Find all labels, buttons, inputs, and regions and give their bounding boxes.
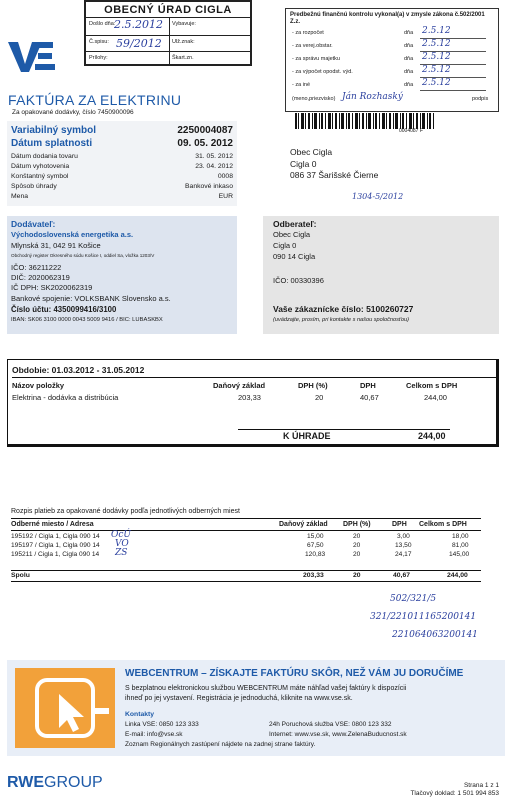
vse-logo bbox=[8, 38, 60, 74]
total: 145,00 bbox=[449, 551, 470, 558]
supplier-ico: IČO: 36211222 bbox=[11, 263, 62, 272]
base: 67,50 bbox=[307, 542, 324, 549]
supplier-register: Obchodný register Okresného súdu Košice I, oddiel Sa, vložka 1203/V bbox=[11, 253, 155, 258]
control-date-label: dňa bbox=[404, 30, 414, 36]
divider bbox=[11, 570, 481, 571]
supplier-bank: Bankové spojenie: VOLKSBANK Slovensko a.s. bbox=[11, 294, 171, 303]
webcentrum-illustration bbox=[15, 668, 115, 748]
hand-line: 321/221011165200141 bbox=[370, 612, 477, 622]
summary-value: 23. 04. 2012 bbox=[195, 163, 233, 170]
total-sum: 244,00 bbox=[447, 572, 468, 579]
control-date-label: dňa bbox=[404, 69, 414, 75]
customer-note: (uvádzajte, prosím, pri kontakte s našou spoločnosťou) bbox=[273, 317, 409, 323]
control-date-label: dňa bbox=[404, 82, 414, 88]
control-signature: Ján Rozhaský bbox=[342, 92, 403, 102]
summary-key: Dátum vyhotovenia bbox=[11, 163, 70, 170]
group-logo-text: GROUP bbox=[44, 774, 103, 791]
barcode bbox=[295, 113, 443, 137]
place: 195197 / Cigla 1, Cigla 090 14 bbox=[11, 542, 100, 549]
to-pay-label: K ÚHRADE bbox=[283, 431, 331, 441]
financial-control-stamp bbox=[285, 8, 499, 112]
pct: 20 bbox=[353, 533, 361, 540]
due-date-label: Dátum splatnosti bbox=[11, 138, 93, 149]
period-label: Obdobie: 01.03.2012 - 31.05.2012 bbox=[12, 365, 145, 375]
office-stamp bbox=[84, 0, 252, 66]
webcentrum-banner bbox=[7, 660, 505, 756]
control-row bbox=[292, 39, 492, 52]
supplier-iban: IBAN: SK06 3100 0000 0043 5009 9416 / BIC: LUBASKBX bbox=[11, 317, 163, 323]
dph: 3,00 bbox=[397, 533, 410, 540]
control-label: (meno,priezvisko) bbox=[292, 96, 336, 102]
summary-value: 0008 bbox=[217, 173, 233, 180]
col-header: Daňový základ bbox=[279, 521, 328, 528]
breakdown-title: Rozpis platieb za opakované dodávky podľa jednotlivých odberných miest bbox=[11, 508, 240, 515]
stamp-vybavuje-label: Vybavuje: bbox=[172, 21, 196, 27]
dph: 13,50 bbox=[395, 542, 412, 549]
contact-email: E-mail: info@vse.sk bbox=[125, 731, 183, 738]
contacts-title: Kontakty bbox=[125, 711, 155, 718]
stamp-prilohy-label: Prílohy: bbox=[89, 55, 108, 61]
place: 195192 / Cigla 1, Cigla 090 14 bbox=[11, 533, 100, 540]
control-row bbox=[292, 92, 492, 105]
summary-key: Dátum dodania tovaru bbox=[11, 153, 78, 160]
stamp-divider bbox=[86, 51, 250, 52]
stamp-cislo-label: Č.spisu: bbox=[89, 39, 109, 45]
stamp-ulozenie-label: Ulž.znak: bbox=[172, 39, 195, 45]
divider bbox=[11, 530, 481, 531]
divider bbox=[11, 581, 481, 582]
contact-regional: Zoznam Regionálnych zastúpení nájdete na zadnej strane faktúry. bbox=[125, 741, 316, 748]
cursor-icon bbox=[15, 668, 115, 748]
col-header: DPH bbox=[360, 381, 376, 390]
control-hand-date: 2.5.12 bbox=[422, 52, 451, 62]
customer-ico: IČO: 00330396 bbox=[273, 276, 324, 285]
registry-handwritten-note: 1304-5/2012 bbox=[352, 192, 404, 201]
summary-key: Mena bbox=[11, 193, 29, 200]
item-total: 244,00 bbox=[424, 393, 447, 402]
summary-key: Spôsob úhrady bbox=[11, 183, 57, 190]
control-podpis-label: podpis bbox=[472, 96, 489, 102]
webcentrum-text: ihneď po jej vystavení. Registrácia je jednoduchá, kliknite na www.vse.sk. bbox=[125, 695, 353, 702]
contact-fault-line: 24h Poruchová služba VSE: 0800 123 332 bbox=[269, 721, 392, 728]
webcentrum-title: WEBCENTRUM – ZÍSKAJTE FAKTÚRU SKÔR, NEŽ VÁM JU DORUČÍME bbox=[125, 668, 464, 679]
stamp-divider bbox=[169, 18, 170, 66]
supplier-icdph: IČ DPH: SK2020062319 bbox=[11, 283, 93, 292]
underline bbox=[420, 90, 486, 91]
stamp-dosla-value: 2.5.2012 bbox=[114, 18, 163, 31]
place-hand-note: VO bbox=[115, 539, 129, 549]
print-document-number: Tlačový doklad: 1 501 994 853 bbox=[410, 790, 499, 797]
control-row bbox=[292, 26, 492, 39]
item-base: 203,33 bbox=[238, 393, 261, 402]
invoice-summary bbox=[7, 121, 237, 206]
address-line: Obec Cigla bbox=[290, 147, 333, 157]
customer-name: Obec Cigla bbox=[273, 230, 311, 239]
due-date-value: 09. 05. 2012 bbox=[177, 138, 233, 149]
total: 18,00 bbox=[452, 533, 469, 540]
control-row bbox=[292, 65, 492, 78]
place-hand-note: OcÚ bbox=[111, 530, 132, 540]
stamp-skart-label: Škart.zn. bbox=[172, 55, 194, 61]
item-pct: 20 bbox=[315, 393, 324, 402]
customer-city: 090 14 Cigla bbox=[273, 252, 316, 261]
control-label: - za iné bbox=[292, 82, 311, 88]
customer-title: Odberateľ: bbox=[273, 219, 317, 229]
place: 195211 / Cigla 1, Cigla 090 14 bbox=[11, 551, 100, 558]
summary-value: EUR bbox=[218, 193, 233, 200]
rwe-group-logo bbox=[7, 774, 103, 792]
stamp-dosla-label: Došlo dňa: bbox=[89, 21, 116, 27]
invoice-subtitle: Za opakované dodávky, číslo 7450900096 bbox=[12, 109, 134, 116]
col-header: Celkom s DPH bbox=[419, 521, 467, 528]
control-hand-date: 2.5.12 bbox=[422, 78, 451, 88]
control-date-label: dňa bbox=[404, 56, 414, 62]
control-hand-date: 2.5.12 bbox=[422, 39, 451, 49]
col-header: Odberné miesto / Adresa bbox=[11, 521, 94, 528]
summary-key: Konštantný symbol bbox=[11, 173, 69, 180]
control-hand-date: 2.5.12 bbox=[422, 26, 451, 36]
total: 81,00 bbox=[452, 542, 469, 549]
control-hand-date: 2.5.12 bbox=[422, 65, 451, 75]
recipient-address bbox=[290, 147, 378, 182]
control-header: Predbežnú finančnú kontrolu vykonal(a) v zmysle zákona č.502/2001 Z.z. bbox=[290, 12, 485, 25]
variable-symbol-label: Variabilný symbol bbox=[11, 125, 97, 136]
total-base: 203,33 bbox=[303, 572, 324, 579]
supplier-title: Dodávateľ: bbox=[11, 219, 56, 229]
customer-street: Cigla 0 bbox=[273, 241, 297, 250]
address-line: Cigla 0 bbox=[290, 158, 317, 169]
base: 120,83 bbox=[305, 551, 326, 558]
customer-panel bbox=[263, 216, 499, 334]
contact-phone: Linka VSE: 0850 123 333 bbox=[125, 721, 199, 728]
col-header: Názov položky bbox=[12, 381, 65, 390]
item-name: Elektrina - dodávka a distribúcia bbox=[12, 393, 119, 402]
total-dph: 40,67 bbox=[393, 572, 411, 579]
address-line: 086 37 Šarišské Čierne bbox=[290, 170, 379, 180]
variable-symbol-value: 2250004087 bbox=[177, 125, 233, 136]
place-hand-note: ZS bbox=[115, 548, 128, 558]
col-header: DPH bbox=[392, 521, 407, 528]
col-header: DPH (%) bbox=[298, 381, 328, 390]
control-label: - za verej.obstar. bbox=[292, 43, 333, 49]
handwritten-accounting-notes bbox=[370, 590, 478, 644]
stamp-divider bbox=[86, 35, 250, 36]
control-row bbox=[292, 52, 492, 65]
control-label: - za rozpočet bbox=[292, 30, 324, 36]
page-number: Strana 1 z 1 bbox=[463, 782, 499, 789]
total-pct: 20 bbox=[353, 572, 361, 579]
hand-line: 221064063200141 bbox=[392, 630, 478, 640]
rwe-logo-text: RWE bbox=[7, 774, 45, 791]
pct: 20 bbox=[353, 542, 361, 549]
control-row bbox=[292, 78, 492, 91]
control-label: - za výpočet opodst. výd. bbox=[292, 69, 353, 75]
customer-number: Vaše zákaznícke číslo: 5100260727 bbox=[273, 304, 414, 314]
page-footer bbox=[410, 782, 499, 798]
divider bbox=[238, 429, 450, 430]
stamp-title: OBECNÝ ÚRAD CIGLA bbox=[86, 2, 250, 18]
dph: 24,17 bbox=[395, 551, 412, 558]
contact-internet: Internet: www.vse.sk, www.ZelenaBuducnost.sk bbox=[269, 731, 407, 738]
col-header: Celkom s DPH bbox=[406, 381, 458, 390]
item-dph: 40,67 bbox=[360, 393, 379, 402]
divider bbox=[11, 518, 481, 519]
stamp-cislo-value: 59/2012 bbox=[116, 37, 162, 50]
supplier-street: Mlynská 31, 042 91 Košice bbox=[11, 241, 101, 250]
hand-line: 502/321/5 bbox=[390, 594, 437, 604]
base: 15,00 bbox=[307, 533, 324, 540]
supplier-dic: DIČ: 2020062319 bbox=[11, 273, 70, 282]
period-table bbox=[7, 359, 499, 447]
barcode-number: 0004087 F bbox=[399, 128, 423, 134]
col-header: DPH (%) bbox=[343, 521, 371, 528]
col-header: Daňový základ bbox=[213, 381, 266, 390]
supplier-name: Východoslovenská energetika a.s. bbox=[11, 230, 134, 239]
summary-value: 31. 05. 2012 bbox=[195, 153, 233, 160]
total-label: Spolu bbox=[11, 572, 30, 579]
vse-logo-mark bbox=[8, 38, 60, 74]
control-label: - za správu majetku bbox=[292, 56, 340, 62]
supplier-panel bbox=[7, 216, 237, 334]
to-pay-value: 244,00 bbox=[418, 431, 446, 441]
divider bbox=[12, 377, 496, 378]
webcentrum-text: S bezplatnou elektronickou službou WEBCENTRUM máte náhľad vašej faktúry k dispozícii bbox=[125, 685, 407, 692]
supplier-account: Číslo účtu: 4350099416/3100 bbox=[11, 305, 117, 314]
control-date-label: dňa bbox=[404, 43, 414, 49]
invoice-title: FAKTÚRA ZA ELEKTRINU bbox=[8, 92, 182, 108]
summary-value: Bankové inkaso bbox=[185, 183, 233, 190]
pct: 20 bbox=[353, 551, 361, 558]
